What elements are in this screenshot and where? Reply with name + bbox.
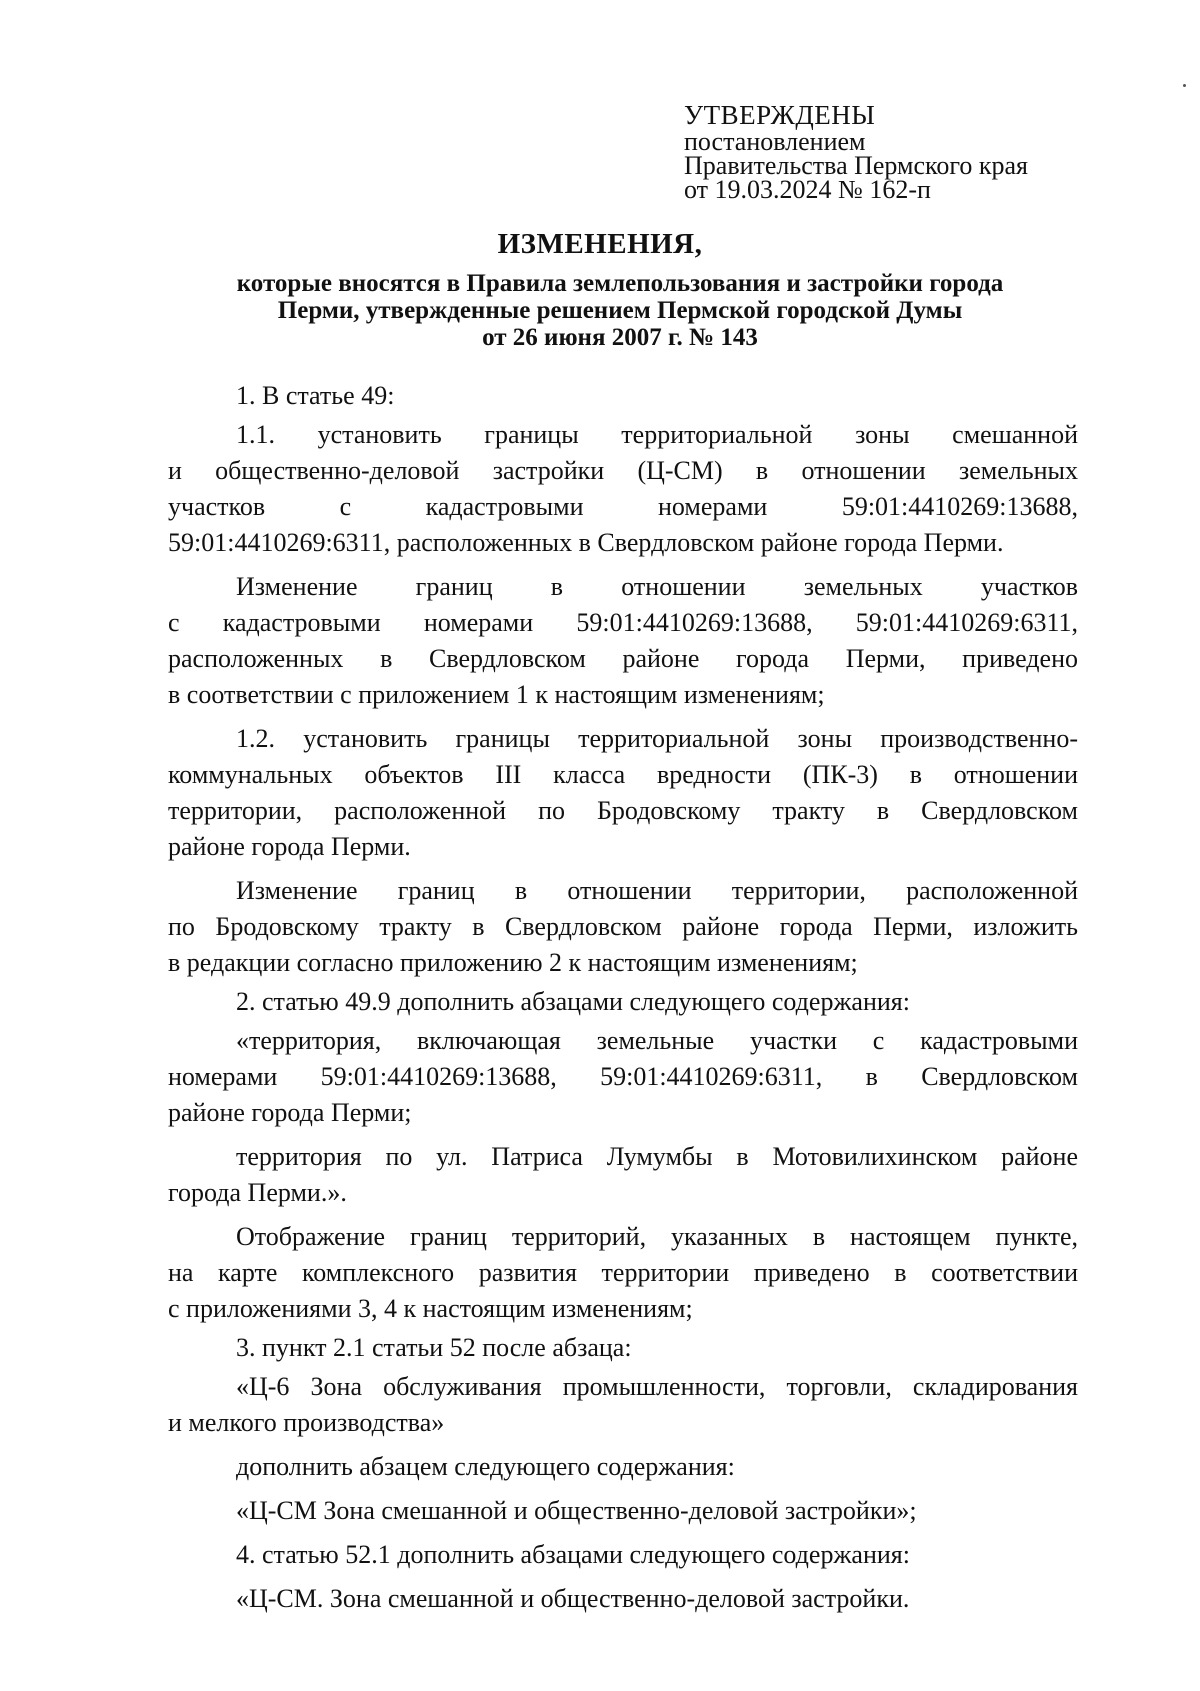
- text-line: участков с кадастровыми номерами 59:01:4410269:13688,: [168, 492, 1078, 521]
- text-line: расположенных в Свердловском районе города Перми, приведено: [168, 644, 1078, 673]
- document-body: [168, 378, 1078, 1617]
- approval-block: [684, 100, 1028, 202]
- text-line: 1.1. установить границы территориальной зоны смешанной: [236, 420, 1078, 449]
- text-line: и мелкого производства»: [168, 1408, 445, 1437]
- paragraph-1-2-change: [168, 873, 1078, 981]
- paragraph-2-quote-2: [168, 1139, 1078, 1211]
- text-line: «Ц-6 Зона обслуживания промышленности, торговли, складирования: [236, 1372, 1078, 1401]
- paragraph-3-zone: «Ц-СМ Зона смешанной и общественно-деловой застройки»;: [236, 1496, 917, 1525]
- document-subtitle: [170, 270, 1070, 351]
- text-line: районе города Перми;: [168, 1098, 412, 1127]
- paragraph-1-2: [168, 721, 1078, 865]
- text-line: «территория, включающая земельные участки с кадастровыми: [236, 1026, 1078, 1055]
- text-line: с приложениями 3, 4 к настоящим изменениям;: [168, 1294, 693, 1323]
- paragraph-2: 2. статью 49.9 дополнить абзацами следующего содержания:: [236, 987, 910, 1016]
- text-line: с кадастровыми номерами 59:01:4410269:13688, 59:01:4410269:6311,: [168, 608, 1078, 637]
- text-line: 59:01:4410269:6311, расположенных в Свердловском районе города Перми.: [168, 528, 1004, 557]
- text-line: коммунальных объектов III класса вредности (ПК-3) в отношении: [168, 760, 1078, 789]
- text-line: Изменение границ в отношении территории, расположенной: [236, 876, 1078, 905]
- text-line: районе города Перми.: [168, 832, 411, 861]
- text-line: территории, расположенной по Бродовскому тракту в Свердловском: [168, 796, 1078, 825]
- paragraph-1: 1. В статье 49:: [236, 381, 395, 410]
- text-line: Изменение границ в отношении земельных участков: [236, 572, 1078, 601]
- subtitle-line: которые вносятся в Правила землепользования и застройки города: [236, 270, 1004, 297]
- paragraph-3: 3. пункт 2.1 статьи 52 после абзаца:: [236, 1333, 632, 1362]
- paragraph-3-supplement: дополнить абзацем следующего содержания:: [236, 1452, 735, 1481]
- text-line: по Бродовскому тракту в Свердловском районе города Перми, изложить: [168, 912, 1078, 941]
- text-line: на карте комплексного развития территории приведено в соответствии: [168, 1258, 1078, 1287]
- text-line: Отображение границ территорий, указанных в настоящем пункте,: [236, 1222, 1078, 1251]
- document-title: ИЗМЕНЕНИЯ,: [497, 228, 703, 260]
- scan-speck: [1183, 84, 1186, 87]
- subtitle-line: от 26 июня 2007 г. № 143: [482, 324, 758, 351]
- approval-line: Правительства Пермского края: [684, 151, 1028, 180]
- paragraph-4-zone: «Ц-СМ. Зона смешанной и общественно-деловой застройки.: [236, 1584, 910, 1613]
- text-line: в соответствии с приложением 1 к настоящим изменениям;: [168, 680, 825, 709]
- paragraph-1-1: [168, 417, 1078, 561]
- paragraph-2-display: [168, 1219, 1078, 1327]
- text-line: номерами 59:01:4410269:13688, 59:01:4410269:6311, в Свердловском: [168, 1062, 1078, 1091]
- text-line: и общественно-деловой застройки (Ц-СМ) в отношении земельных: [168, 456, 1078, 485]
- paragraph-3-quote: [168, 1369, 1078, 1441]
- text-line: территория по ул. Патриса Лумумбы в Мотовилихинском районе: [236, 1142, 1078, 1171]
- paragraph-1-1-change: [168, 569, 1078, 713]
- paragraph-4: 4. статью 52.1 дополнить абзацами следующего содержания:: [236, 1540, 910, 1569]
- text-line: в редакции согласно приложению 2 к настоящим изменениям;: [168, 948, 858, 977]
- paragraph-2-quote-1: [168, 1023, 1078, 1131]
- subtitle-line: Перми, утвержденные решением Пермской городской Думы: [277, 297, 963, 324]
- approval-line: постановлением: [684, 127, 866, 156]
- approval-date: от 19.03.2024 № 162-п: [684, 175, 931, 204]
- approval-title: УТВЕРЖДЕНЫ: [684, 100, 876, 130]
- text-line: города Перми.».: [168, 1178, 347, 1207]
- text-line: 1.2. установить границы территориальной зоны производственно-: [236, 724, 1078, 753]
